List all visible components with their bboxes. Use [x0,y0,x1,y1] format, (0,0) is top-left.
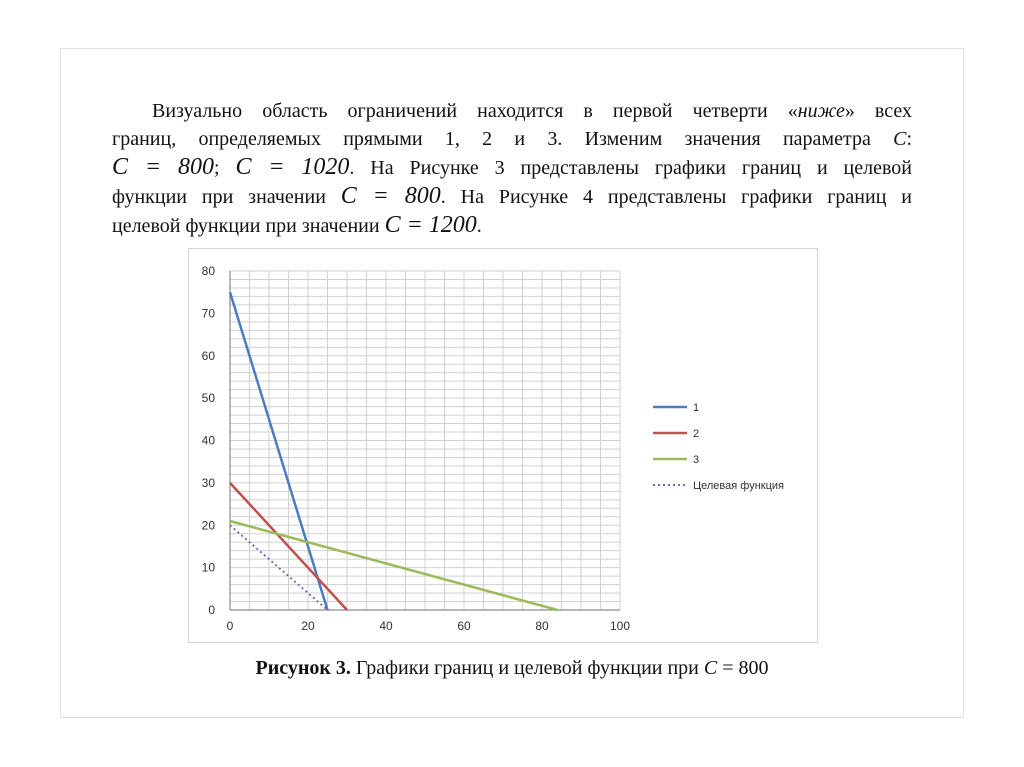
emphasis-text: ниже [797,100,845,122]
text-run: » всех [844,100,912,122]
caption-label: Рисунок 3. [255,657,351,679]
legend-label-2: 2 [693,428,700,440]
y-tick-label: 60 [201,348,215,363]
y-tick-label: 50 [201,391,215,406]
y-tick-label: 70 [201,306,215,321]
text-run: функции при значении [112,186,341,208]
math-expression: C = 1200 [384,212,477,238]
caption-value: = 800 [717,657,769,679]
y-tick-label: 30 [201,475,215,490]
paragraph-line-4 [112,182,912,211]
body-paragraph [112,97,912,240]
chart-grid [230,271,620,610]
text-run: . На Рисунке 3 представлены графики границ и целевой [349,157,913,179]
text-run: Визуально область ограничений находится в первой четверти « [152,100,798,122]
text-run: целевой функции при значении [112,215,385,237]
y-tick-label: 80 [201,264,215,278]
chart-legend [653,402,784,492]
caption-text: Графики границ и целевой функции при [350,657,704,679]
math-expression: C = 800 [340,183,441,209]
legend-label-3: 3 [693,454,700,466]
line-chart [189,249,817,642]
text-run: границ, определяемых прямыми 1, 2 и 3. Изменим значения параметра [112,128,894,150]
x-tick-label: 60 [457,619,471,633]
text-run: . [476,215,482,237]
text-run: : [906,128,912,150]
x-tick-label: 80 [535,619,549,633]
x-tick-label: 20 [301,619,315,633]
series-line-1 [230,292,328,610]
text-run: ; [213,157,236,179]
legend-label-1: 1 [693,402,700,414]
chart-container [188,248,818,643]
caption-variable: С [703,657,718,679]
paragraph-line-5 [112,211,912,240]
legend-label-4: Целевая функция [693,480,784,492]
math-expression: C = 1020 [235,154,350,180]
y-tick-label: 0 [208,603,215,617]
paragraph-line-3 [112,153,912,182]
chart-series [230,292,558,610]
y-tick-label: 10 [201,560,215,575]
paragraph-line-2 [112,125,912,153]
x-tick-label: 0 [226,619,234,633]
y-tick-label: 40 [201,433,215,448]
x-tick-label: 100 [609,619,631,633]
series-line-3 [230,521,558,610]
text-run: . На Рисунке 4 представлены графики границ и [440,186,912,208]
y-tick-label: 20 [201,518,215,533]
figure-caption [0,657,1024,680]
math-expression: C = 800 [112,154,214,180]
param-symbol: С [893,128,907,150]
x-tick-label: 40 [379,619,393,633]
paragraph-line-1 [112,97,912,125]
